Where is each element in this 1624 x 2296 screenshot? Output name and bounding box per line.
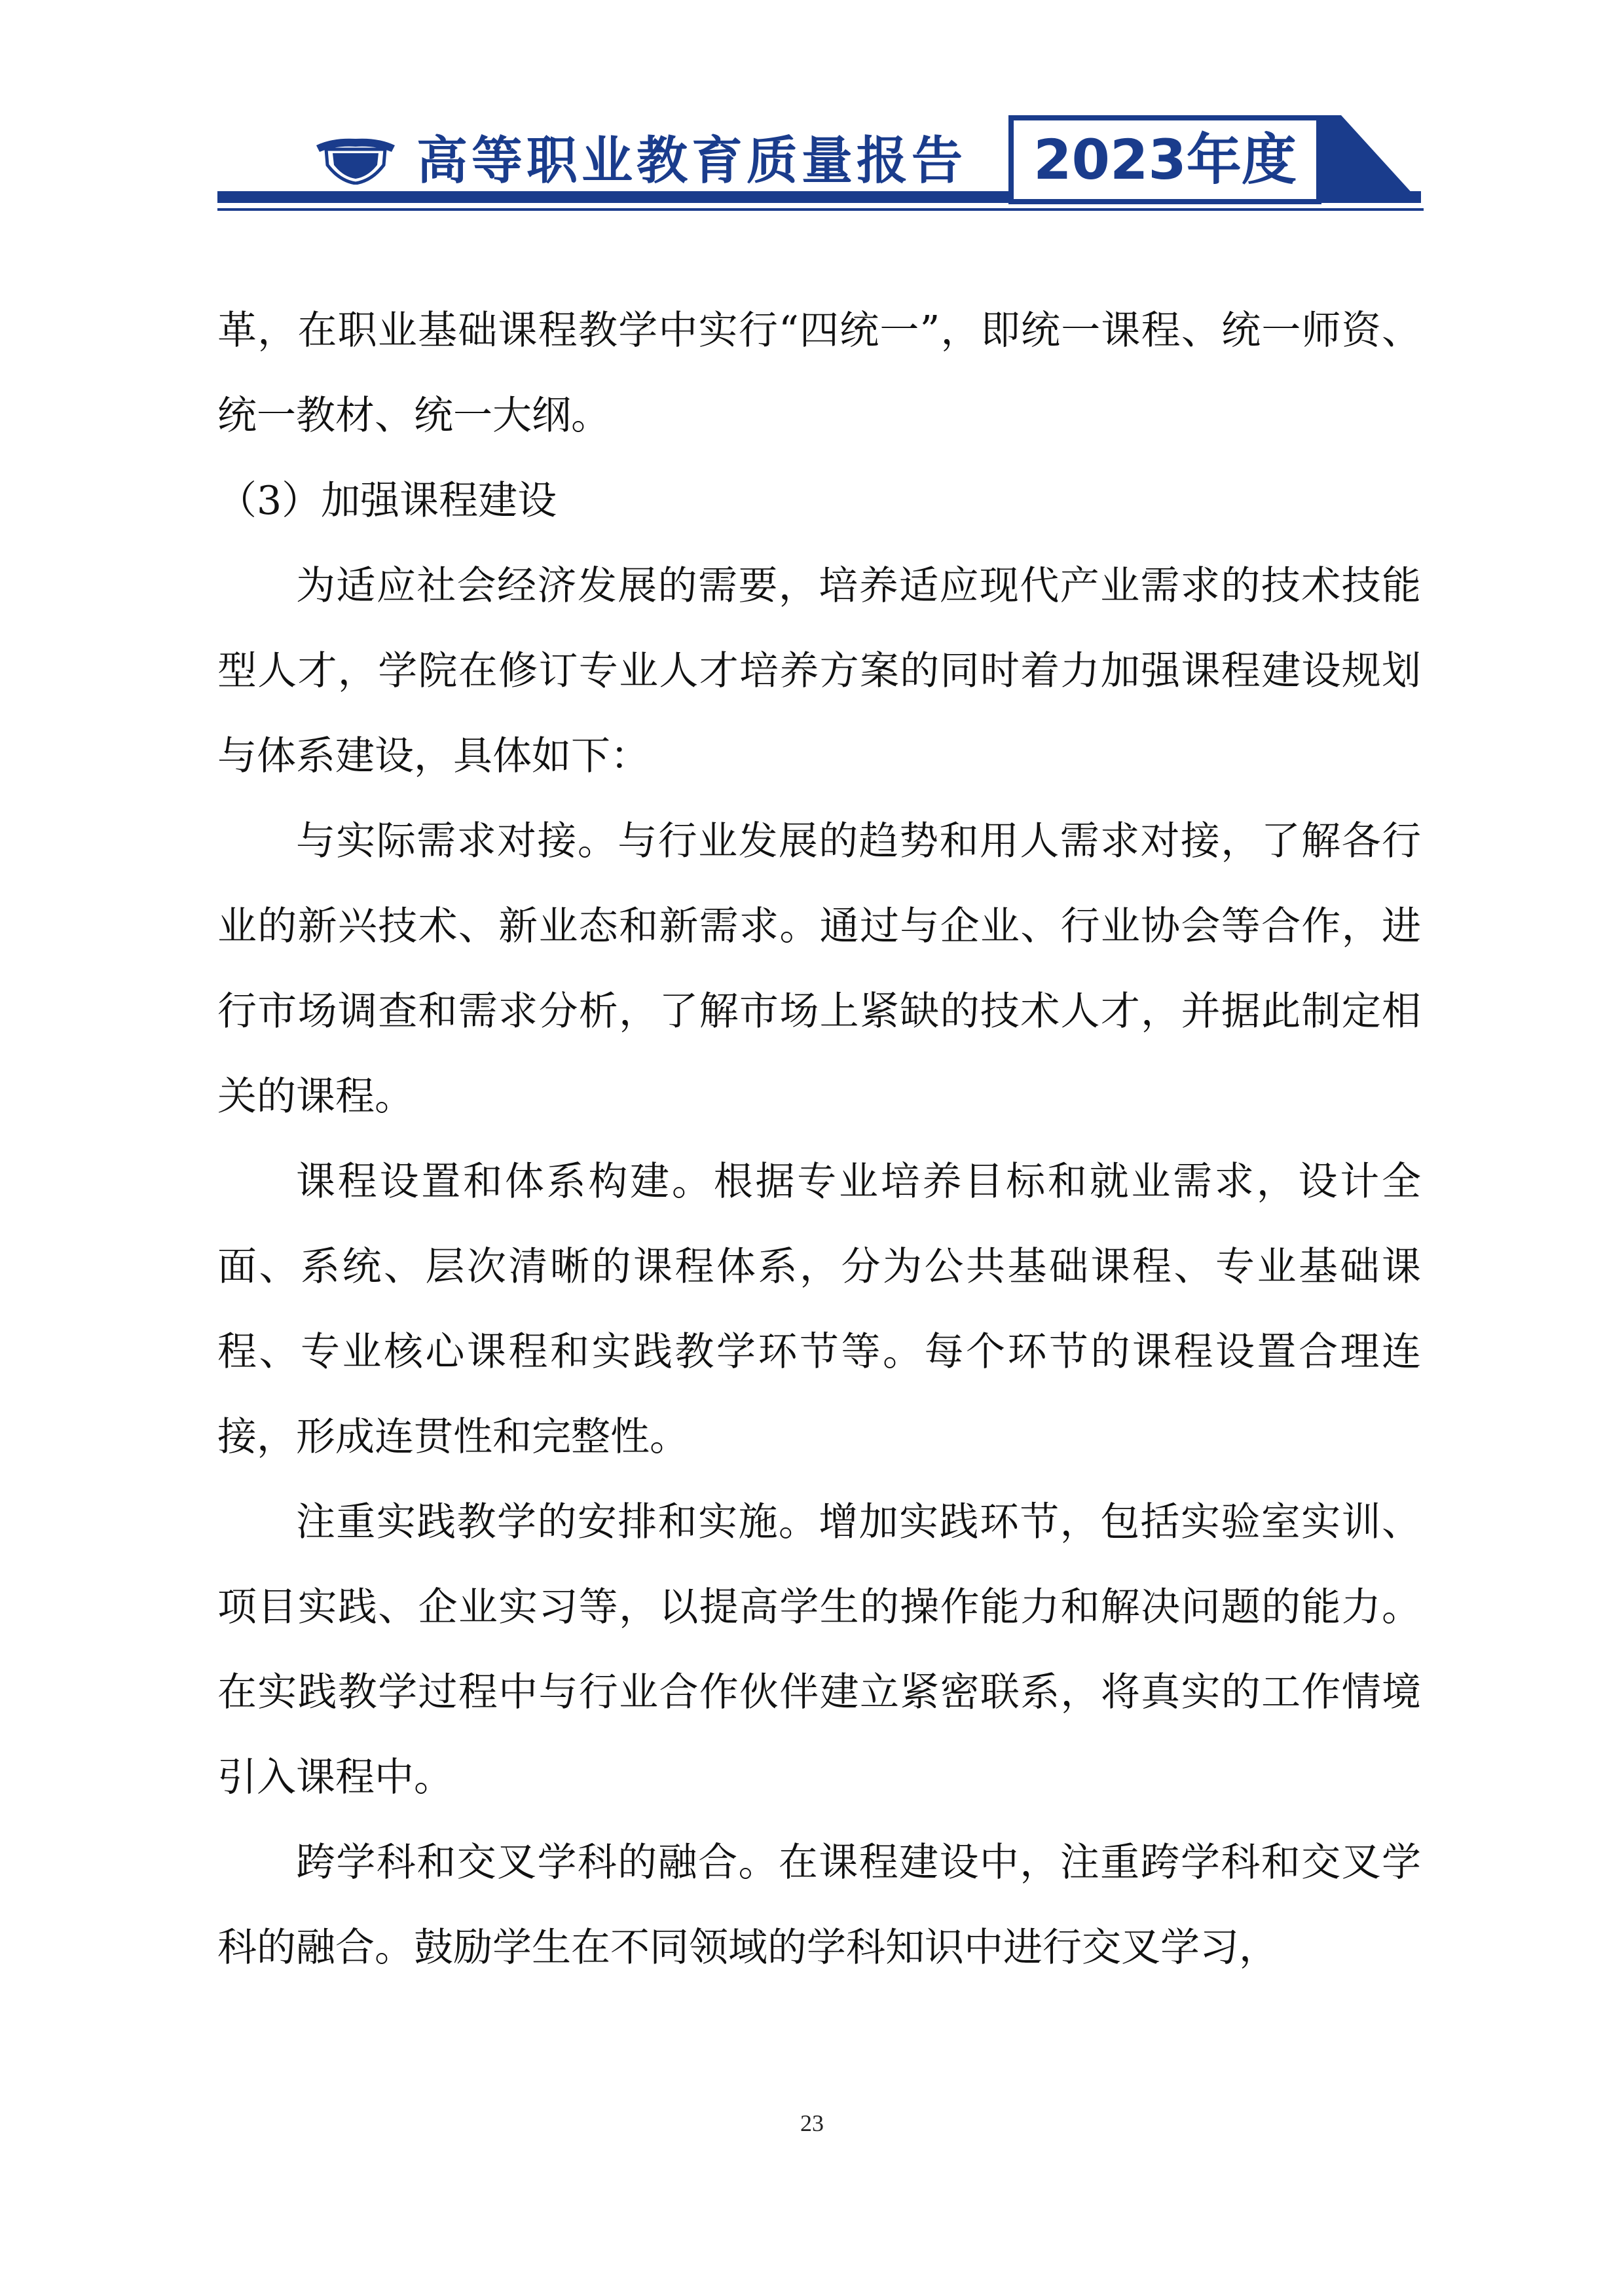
college-logo xyxy=(313,132,398,185)
page-number: 23 xyxy=(800,2110,824,2136)
section-subheading: （3）加强课程建设 xyxy=(217,478,557,524)
year-label: 2023年度 xyxy=(1033,128,1297,192)
document-body xyxy=(217,288,1421,1990)
continued-paragraph: 革，在职业基础课程教学中实行“四统一”，即统一课程、统一师资、统一教材、统一大纲。 xyxy=(217,308,1421,439)
report-header xyxy=(0,0,1624,223)
header-rule-thin xyxy=(217,208,1421,211)
body-paragraph: 课程设置和体系构建。根据专业培养目标和就业需求，设计全面、系统、层次清晰的课程体系，分为公共基础课程、专业基础课程、专业核心课程和实践教学环节等。每个环节的课程设置合理连接，形成连贯性和完整性。 xyxy=(217,1159,1421,1460)
shield-logo-icon xyxy=(313,132,398,185)
body-paragraph: 与实际需求对接。与行业发展的趋势和用人需求对接，了解各行业的新兴技术、新业态和新需求。通过与企业、行业协会等合作，进行市场调查和需求分析，了解市场上紧缺的技术人才，并据此制定相关的课程。 xyxy=(217,818,1421,1120)
header-corner-triangle xyxy=(1321,115,1424,211)
body-paragraph: 跨学科和交叉学科的融合。在课程建设中，注重跨学科和交叉学科的融合。鼓励学生在不同领域的学科知识中进行交叉学习， xyxy=(217,1840,1421,1971)
report-title: 高等职业教育质量报告 xyxy=(416,132,967,191)
year-badge xyxy=(1008,115,1321,204)
body-paragraph: 为适应社会经济发展的需要，培养适应现代产业需求的技术技能型人才，学院在修订专业人才培养方案的同时着力加强课程建设规划与体系建设，具体如下： xyxy=(217,563,1421,779)
body-paragraph: 注重实践教学的安排和实施。增加实践环节，包括实验室实训、项目实践、企业实习等，以提高学生的操作能力和解决问题的能力。在实践教学过程中与行业合作伙伴建立紧密联系，将真实的工作情境引入课程中。 xyxy=(217,1499,1421,1800)
